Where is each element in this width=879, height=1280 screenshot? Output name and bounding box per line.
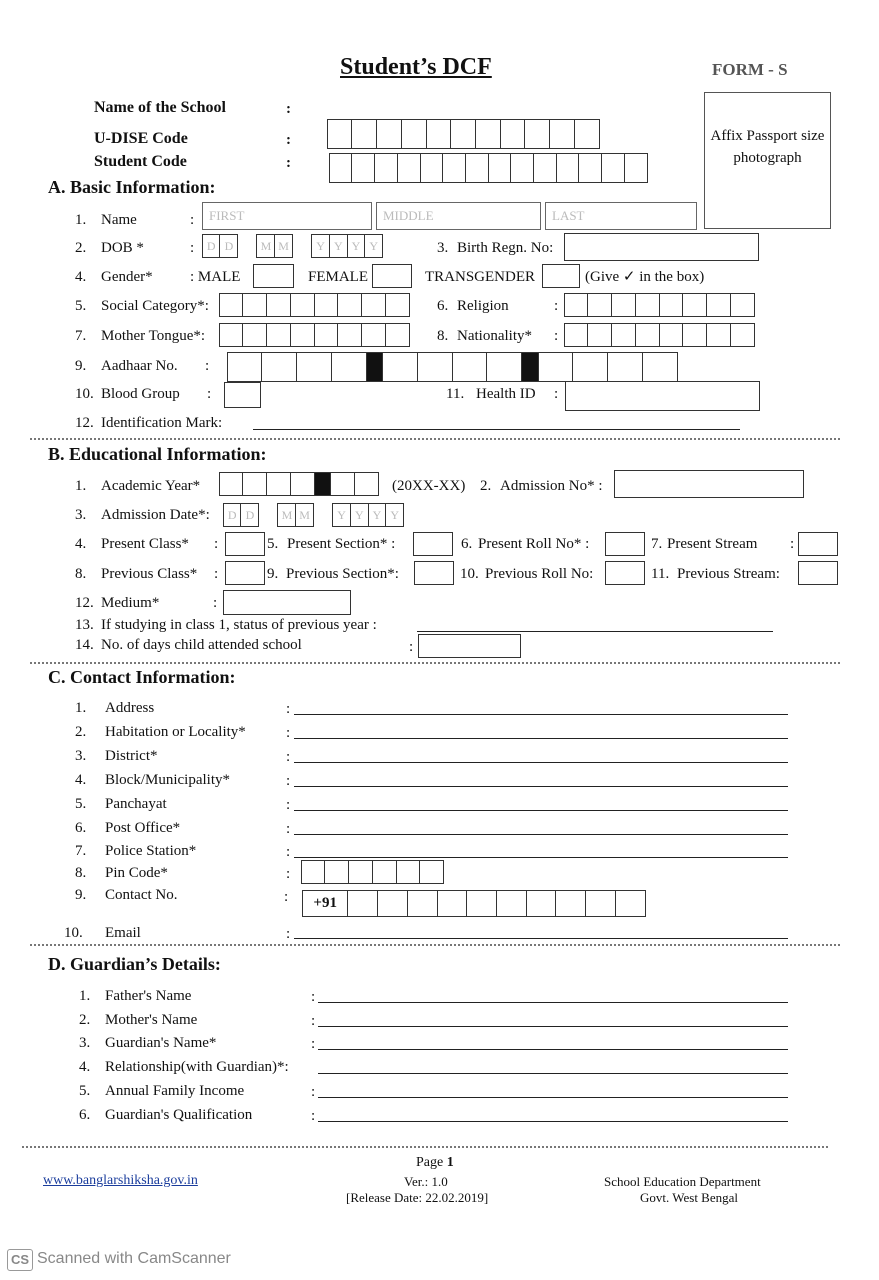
panchayat-label: Panchayat	[105, 796, 167, 812]
aadhaar-separator	[366, 352, 384, 382]
colon: :	[286, 701, 291, 717]
form-code: FORM - S	[712, 60, 788, 79]
section-guardian-title: D. Guardian’s Details:	[48, 954, 221, 974]
address-line[interactable]	[294, 714, 788, 715]
relationship-num: 4.	[79, 1059, 91, 1075]
colon: :	[554, 328, 559, 344]
aadhaar-separator	[521, 352, 539, 382]
colon: :	[286, 725, 291, 741]
prevstream-num: 11.	[651, 566, 670, 582]
transgender-label: TRANSGENDER	[425, 269, 536, 285]
post-office-line[interactable]	[294, 834, 788, 835]
relationship-label: Relationship(with Guardian)*:	[105, 1059, 289, 1075]
colon: :	[190, 212, 195, 228]
divider	[22, 1146, 828, 1148]
colon: :	[311, 1084, 316, 1100]
colon: :	[286, 132, 291, 148]
social-num: 5.	[75, 298, 87, 314]
medium-label: Medium*	[101, 595, 160, 611]
previous-class-input[interactable]	[225, 561, 265, 585]
police-num: 7.	[75, 843, 87, 859]
birth-label: Birth Regn. No:	[457, 240, 554, 256]
locality-label: Habitation or Locality*	[105, 724, 246, 740]
last-name-input[interactable]: LAST	[545, 202, 697, 230]
acad-label: Academic Year*	[101, 478, 201, 494]
district-line[interactable]	[294, 762, 788, 763]
father-line[interactable]	[318, 1002, 788, 1003]
student-code-label: Student Code	[94, 153, 187, 170]
panchayat-line[interactable]	[294, 810, 788, 811]
post-office-num: 6.	[75, 820, 87, 836]
transgender-checkbox[interactable]	[542, 264, 580, 288]
locality-line[interactable]	[294, 738, 788, 739]
colon: :	[284, 889, 289, 905]
male-checkbox[interactable]	[253, 264, 294, 288]
nationality-cells[interactable]	[565, 323, 755, 347]
name-num: 1.	[75, 212, 87, 228]
adm-no-num: 2.	[480, 478, 492, 494]
proll-label: Present Roll No* :	[478, 536, 590, 552]
religion-label: Religion	[457, 298, 509, 314]
prevclass-num: 8.	[75, 566, 87, 582]
section-edu-title: B. Educational Information:	[48, 444, 267, 464]
udise-cells[interactable]	[328, 119, 600, 149]
blood-label: Blood Group	[101, 386, 180, 402]
colon: :	[554, 386, 559, 402]
block-num: 4.	[75, 772, 87, 788]
father-num: 1.	[79, 988, 91, 1004]
block-label: Block/Municipality*	[105, 772, 230, 788]
birth-regn-input[interactable]	[564, 233, 759, 261]
ident-line[interactable]	[253, 429, 740, 430]
colon: :	[286, 866, 291, 882]
guardian-name-line[interactable]	[318, 1049, 788, 1050]
divider	[30, 662, 840, 664]
colon: :	[190, 240, 195, 256]
email-num: 10.	[64, 925, 83, 941]
acad-year-cells[interactable]	[220, 472, 379, 496]
colon: :	[207, 386, 212, 402]
colon: :	[286, 844, 291, 860]
guardian-name-label: Guardian's Name*	[105, 1035, 217, 1051]
dob-label: DOB *	[101, 240, 144, 256]
mother-tongue-cells[interactable]	[220, 323, 410, 347]
prevstream-label: Previous Stream:	[677, 566, 780, 582]
pstream-label: Present Stream	[667, 536, 758, 552]
acad-num: 1.	[75, 478, 87, 494]
income-label: Annual Family Income	[105, 1083, 245, 1099]
previous-stream-input[interactable]	[798, 561, 838, 585]
relationship-line[interactable]	[318, 1073, 788, 1074]
days-attended-input[interactable]	[418, 634, 521, 658]
prevsection-num: 9.	[267, 566, 279, 582]
nationality-num: 8.	[437, 328, 449, 344]
dob-num: 2.	[75, 240, 87, 256]
previous-roll-input[interactable]	[605, 561, 645, 585]
dob-cells[interactable]: D D M M Y Y Y Y	[203, 234, 383, 258]
acad-separator	[314, 472, 332, 496]
adm-date-cells[interactable]: D D M M Y Y Y Y	[224, 503, 404, 527]
colon: :	[790, 536, 795, 552]
page-number: 1	[446, 1155, 454, 1170]
colon: :	[286, 101, 291, 117]
religion-num: 6.	[437, 298, 449, 314]
religion-cells[interactable]	[565, 293, 755, 317]
colon: :	[311, 989, 316, 1005]
police-label: Police Station*	[105, 843, 197, 859]
acad-hint: (20XX-XX)	[392, 478, 466, 494]
form-title: Student’s DCF	[340, 54, 492, 80]
colon: :	[311, 1013, 316, 1029]
mother-line[interactable]	[318, 1026, 788, 1027]
colon: :	[286, 155, 291, 171]
department: School Education Department	[604, 1174, 761, 1189]
colon: :	[286, 773, 291, 789]
gender-label: Gender*	[101, 269, 153, 285]
prevroll-label: Previous Roll No:	[485, 566, 594, 582]
mother-tongue-num: 7.	[75, 328, 87, 344]
birth-num: 3.	[437, 240, 449, 256]
website-link[interactable]: www.banglarshiksha.gov.in	[43, 1173, 198, 1188]
photo-box	[704, 92, 831, 229]
locality-num: 2.	[75, 724, 87, 740]
colon: :	[286, 797, 291, 813]
pstream-num: 7.	[651, 536, 663, 552]
release-date: [Release Date: 22.02.2019]	[346, 1190, 489, 1205]
middle-name-input[interactable]: MIDDLE	[376, 202, 541, 230]
district-num: 3.	[75, 748, 87, 764]
colon: :	[286, 749, 291, 765]
prevclass-label: Previous Class*	[101, 566, 198, 582]
present-roll-input[interactable]	[605, 532, 645, 556]
colon: :	[214, 566, 219, 582]
divider	[30, 944, 840, 946]
blood-num: 10.	[75, 386, 94, 402]
gender-num: 4.	[75, 269, 87, 285]
health-label: Health ID	[476, 386, 536, 402]
post-office-label: Post Office*	[105, 820, 181, 836]
status-label: If studying in class 1, status of previous year :	[101, 617, 377, 633]
divider	[30, 438, 840, 440]
colon: :	[286, 821, 291, 837]
student-code-cells[interactable]	[330, 153, 648, 183]
colon: :	[213, 595, 218, 611]
colon: :	[409, 639, 414, 655]
pin-label: Pin Code*	[105, 865, 168, 881]
father-label: Father's Name	[105, 988, 192, 1004]
qualification-num: 6.	[79, 1107, 91, 1123]
aadhaar-cells[interactable]	[228, 352, 678, 382]
police-line[interactable]	[294, 857, 788, 858]
colon: :	[311, 1108, 316, 1124]
aadhaar-label: Aadhaar No.	[101, 358, 178, 374]
ident-label: Identification Mark:	[101, 415, 223, 431]
admission-no-input[interactable]	[614, 470, 804, 498]
medium-input[interactable]	[223, 590, 351, 615]
contact-no-cells[interactable]	[303, 890, 646, 917]
panchayat-num: 5.	[75, 796, 87, 812]
adm-no-label: Admission No* :	[500, 478, 603, 494]
income-num: 5.	[79, 1083, 91, 1099]
days-num: 14.	[75, 637, 94, 653]
version: Ver.: 1.0	[404, 1174, 448, 1189]
name-label: Name	[101, 212, 137, 228]
income-line[interactable]	[318, 1097, 788, 1098]
udise-label: U-DISE Code	[94, 130, 188, 147]
pin-num: 8.	[75, 865, 87, 881]
colon: :	[311, 1036, 316, 1052]
present-class-input[interactable]	[225, 532, 265, 556]
guardian-name-num: 3.	[79, 1035, 91, 1051]
health-id-input[interactable]	[565, 381, 760, 411]
female-checkbox[interactable]	[372, 264, 412, 288]
pin-cells[interactable]	[302, 860, 444, 884]
adm-date-label: Admission Date*:	[101, 507, 210, 523]
social-label: Social Category*:	[101, 298, 209, 314]
present-section-input[interactable]	[413, 532, 453, 556]
present-stream-input[interactable]	[798, 532, 838, 556]
nationality-label: Nationality*	[457, 328, 532, 344]
psection-num: 5.	[267, 536, 279, 552]
contact-no-label: Contact No.	[105, 887, 178, 903]
colon: :	[554, 298, 559, 314]
address-label: Address	[105, 700, 155, 716]
district-label: District*	[105, 748, 158, 764]
qualification-label: Guardian's Qualification	[105, 1107, 253, 1123]
mother-tongue-label: Mother Tongue*:	[101, 328, 206, 344]
pclass-num: 4.	[75, 536, 87, 552]
page-label: Page	[416, 1155, 444, 1170]
qualification-line[interactable]	[318, 1121, 788, 1122]
ident-num: 12.	[75, 415, 94, 431]
prevsection-label: Previous Section*:	[286, 566, 399, 582]
address-num: 1.	[75, 700, 87, 716]
email-line[interactable]	[294, 938, 788, 939]
phone-prefix: +91	[302, 890, 349, 917]
days-label: No. of days child attended school	[101, 637, 302, 653]
psection-label: Present Section* :	[287, 536, 396, 552]
colon: :	[286, 926, 291, 942]
mother-label: Mother's Name	[105, 1012, 198, 1028]
aadhaar-num: 9.	[75, 358, 87, 374]
medium-num: 12.	[75, 595, 94, 611]
status-line[interactable]	[417, 631, 773, 632]
health-num: 11.	[446, 386, 465, 402]
adm-date-num: 3.	[75, 507, 87, 523]
camscanner-logo-icon: CS	[7, 1249, 33, 1271]
proll-num: 6.	[461, 536, 473, 552]
first-name-input[interactable]: FIRST	[202, 202, 372, 230]
blood-group-input[interactable]	[224, 382, 261, 408]
photo-text: Affix Passport size photograph	[710, 128, 825, 166]
mother-num: 2.	[79, 1012, 91, 1028]
female-label: FEMALE	[308, 269, 368, 285]
section-basic-title: A. Basic Information:	[48, 177, 216, 197]
male-label: : MALE	[190, 269, 241, 285]
contact-no-num: 9.	[75, 887, 87, 903]
colon: :	[214, 536, 219, 552]
previous-section-input[interactable]	[414, 561, 454, 585]
status-num: 13.	[75, 617, 94, 633]
school-name-label: Name of the School	[94, 99, 226, 116]
government: Govt. West Bengal	[640, 1190, 739, 1205]
social-cells[interactable]	[220, 293, 410, 317]
section-contact-title: C. Contact Information:	[48, 667, 236, 687]
page-indicator	[416, 1154, 454, 1172]
block-line[interactable]	[294, 786, 788, 787]
camscanner-watermark: Scanned with CamScanner	[37, 1250, 231, 1267]
email-label: Email	[105, 925, 141, 941]
pclass-label: Present Class*	[101, 536, 189, 552]
colon: :	[205, 358, 210, 374]
gender-hint: (Give ✓ in the box)	[585, 269, 705, 285]
prevroll-num: 10.	[460, 566, 479, 582]
